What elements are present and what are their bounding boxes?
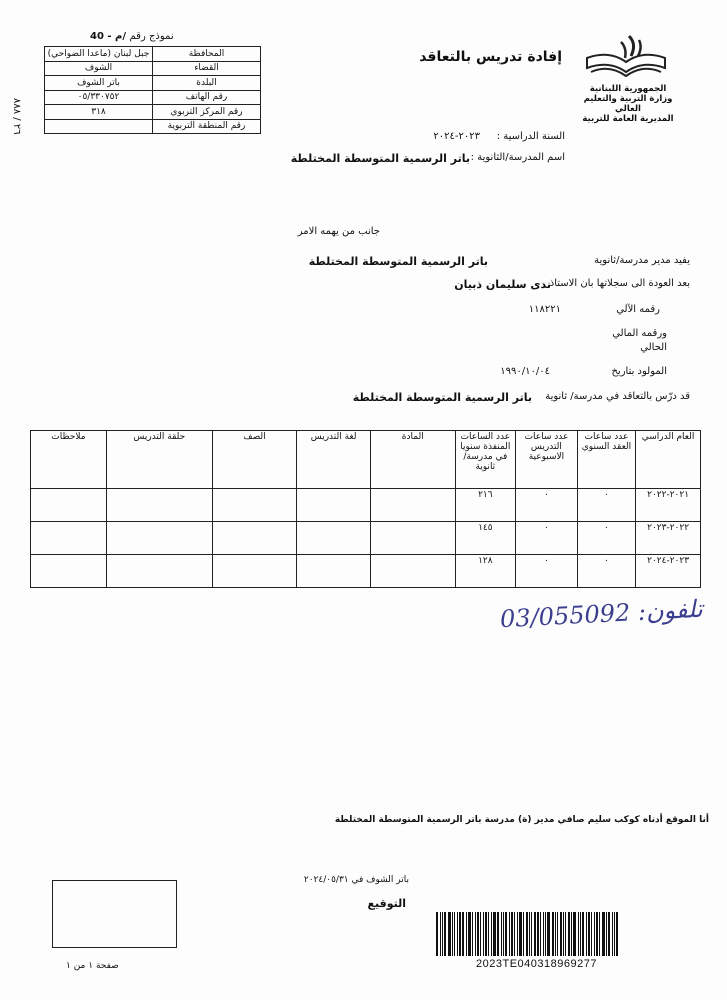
column-header: عدد الساعات المنفذة سنويا في مدرسة/ثانوية <box>455 431 516 489</box>
table-cell: ٢٠٢١-٢٠٢٢ <box>636 489 701 522</box>
place-and-date: باتر الشوف في ٢٠٢٤/٠٥/٣١ <box>303 875 409 885</box>
table-header-row <box>31 431 701 489</box>
addressee: جانب من يهمه الامر <box>297 226 380 237</box>
table-cell <box>370 522 455 555</box>
form-number <box>90 31 174 42</box>
table-cell <box>106 522 212 555</box>
info-row <box>45 61 261 76</box>
table-cell <box>106 555 212 588</box>
table-row <box>31 522 701 555</box>
table-cell <box>31 555 107 588</box>
column-header: الصف <box>212 431 297 489</box>
form-model-code: /م - 40 <box>90 31 127 42</box>
table-cell <box>106 489 212 522</box>
barcode-icon <box>436 912 622 956</box>
table-cell: ٢٠٢٢-٢٠٢٣ <box>636 522 701 555</box>
ministry-line-2: وزارة التربية والتعليم العالي <box>583 94 673 114</box>
handwritten-phone: 03/055092 :تلفون <box>499 594 704 634</box>
column-header: العام الدراسي <box>636 431 701 489</box>
column-header: المادة <box>370 431 455 489</box>
ministry-header <box>578 84 678 124</box>
table-cell <box>370 489 455 522</box>
table-cell <box>370 555 455 588</box>
table-cell <box>31 522 107 555</box>
birth-date-label: المولود بتاريخ <box>611 366 667 377</box>
ministry-line-3: المديرية العامة للتربية <box>582 114 674 124</box>
page-number: صفحة ١ من ١ <box>66 961 119 971</box>
director-school: باتر الرسمية المتوسطة المختلطة <box>308 255 488 268</box>
column-header: حلقة التدريس <box>106 431 212 489</box>
auto-number-label: رقمه الآلي <box>616 304 660 315</box>
info-label: رقم الهاتف <box>153 90 261 105</box>
info-value: باتر الشوف <box>45 76 153 91</box>
info-value: ٣١٨ <box>45 105 153 120</box>
school-name-value: باتر الرسمية المتوسطة المختلطة <box>290 152 470 165</box>
info-row <box>45 119 261 134</box>
table-cell: ٠ <box>516 555 578 588</box>
teaching-hours-table <box>30 430 701 588</box>
ministry-logo-icon <box>581 32 671 82</box>
column-header: عدد ساعات التدريس الاسبوعية <box>516 431 578 489</box>
taught-at-school: باتر الرسمية المتوسطة المختلطة <box>352 391 532 404</box>
financial-number-label: ورقمه المالي <box>612 328 667 339</box>
teacher-name: ندى سليمان ذبيان <box>454 278 551 291</box>
table-cell <box>31 489 107 522</box>
table-cell: ١٢٨ <box>455 555 516 588</box>
academic-year-value: ٢٠٢٣-٢٠٢٤ <box>433 131 480 142</box>
info-label: رقم المركز التربوي <box>153 105 261 120</box>
table-cell <box>297 555 371 588</box>
info-value: الشوف <box>45 61 153 76</box>
info-row <box>45 47 261 62</box>
table-row <box>31 555 701 588</box>
info-label: القضاء <box>153 61 261 76</box>
table-cell <box>212 522 297 555</box>
table-cell: ٠ <box>577 489 635 522</box>
stamp-box <box>52 880 177 948</box>
table-cell <box>212 555 297 588</box>
table-cell <box>297 522 371 555</box>
info-value: ٠٥/٣٣٠٧٥٢ <box>45 90 153 105</box>
info-value <box>45 119 153 134</box>
director-label: يفيد مدير مدرسة/ثانوية <box>594 255 690 266</box>
side-reference-number: ٢٦ / ٨٨٨ <box>11 98 22 135</box>
table-cell: ٢١٦ <box>455 489 516 522</box>
info-row <box>45 105 261 120</box>
ministry-line-1: الجمهورية اللبنانية <box>589 84 667 94</box>
info-row <box>45 76 261 91</box>
financial-number-label-current: الحالي <box>640 342 667 353</box>
table-cell: ٢٠٢٣-٢٠٢٤ <box>636 555 701 588</box>
declaration-text: أنا الموقع أدناه كوكب سليم صافي مدير (ة) مدرسة باتر الرسمية المتوسطة المختلطة <box>334 815 709 825</box>
table-cell: ٠ <box>516 489 578 522</box>
birth-date-value: ١٩٩٠/١٠/٠٤ <box>500 366 550 377</box>
taught-at-label: قد درّس بالتعاقد في مدرسة/ ثانوية <box>545 391 690 402</box>
table-cell: ٠ <box>577 555 635 588</box>
table-cell <box>212 489 297 522</box>
academic-year-label: السنة الدراسية : <box>496 131 565 142</box>
auto-number-value: ١١٨٢٢١ <box>528 304 561 315</box>
document-title: إفادة تدريس بالتعاقد <box>419 49 562 65</box>
info-label: البلدة <box>153 76 261 91</box>
table-cell <box>297 489 371 522</box>
column-header: لغة التدريس <box>297 431 371 489</box>
barcode-text: 2023TE040318969277 <box>476 958 597 970</box>
info-label: المحافظة <box>153 47 261 62</box>
table-row <box>31 489 701 522</box>
form-model-label: نموذج رقم <box>129 31 174 42</box>
records-label: بعد العودة الى سجلاتها بان الاستاذ <box>549 278 690 289</box>
column-header: عدد ساعات العقد السنوي <box>577 431 635 489</box>
info-value: جبل لبنان (ماعدا الضواحي) <box>45 47 153 62</box>
info-row <box>45 90 261 105</box>
table-cell: ٠ <box>516 522 578 555</box>
info-label: رقم المنطقة التربوية <box>153 119 261 134</box>
table-cell: ١٤٥ <box>455 522 516 555</box>
location-info-table <box>44 46 261 134</box>
table-cell: ٠ <box>577 522 635 555</box>
school-name-label: اسم المدرسة/الثانوية : <box>470 152 565 163</box>
signature-label: التوقيع <box>367 897 406 910</box>
column-header: ملاحظات <box>31 431 107 489</box>
